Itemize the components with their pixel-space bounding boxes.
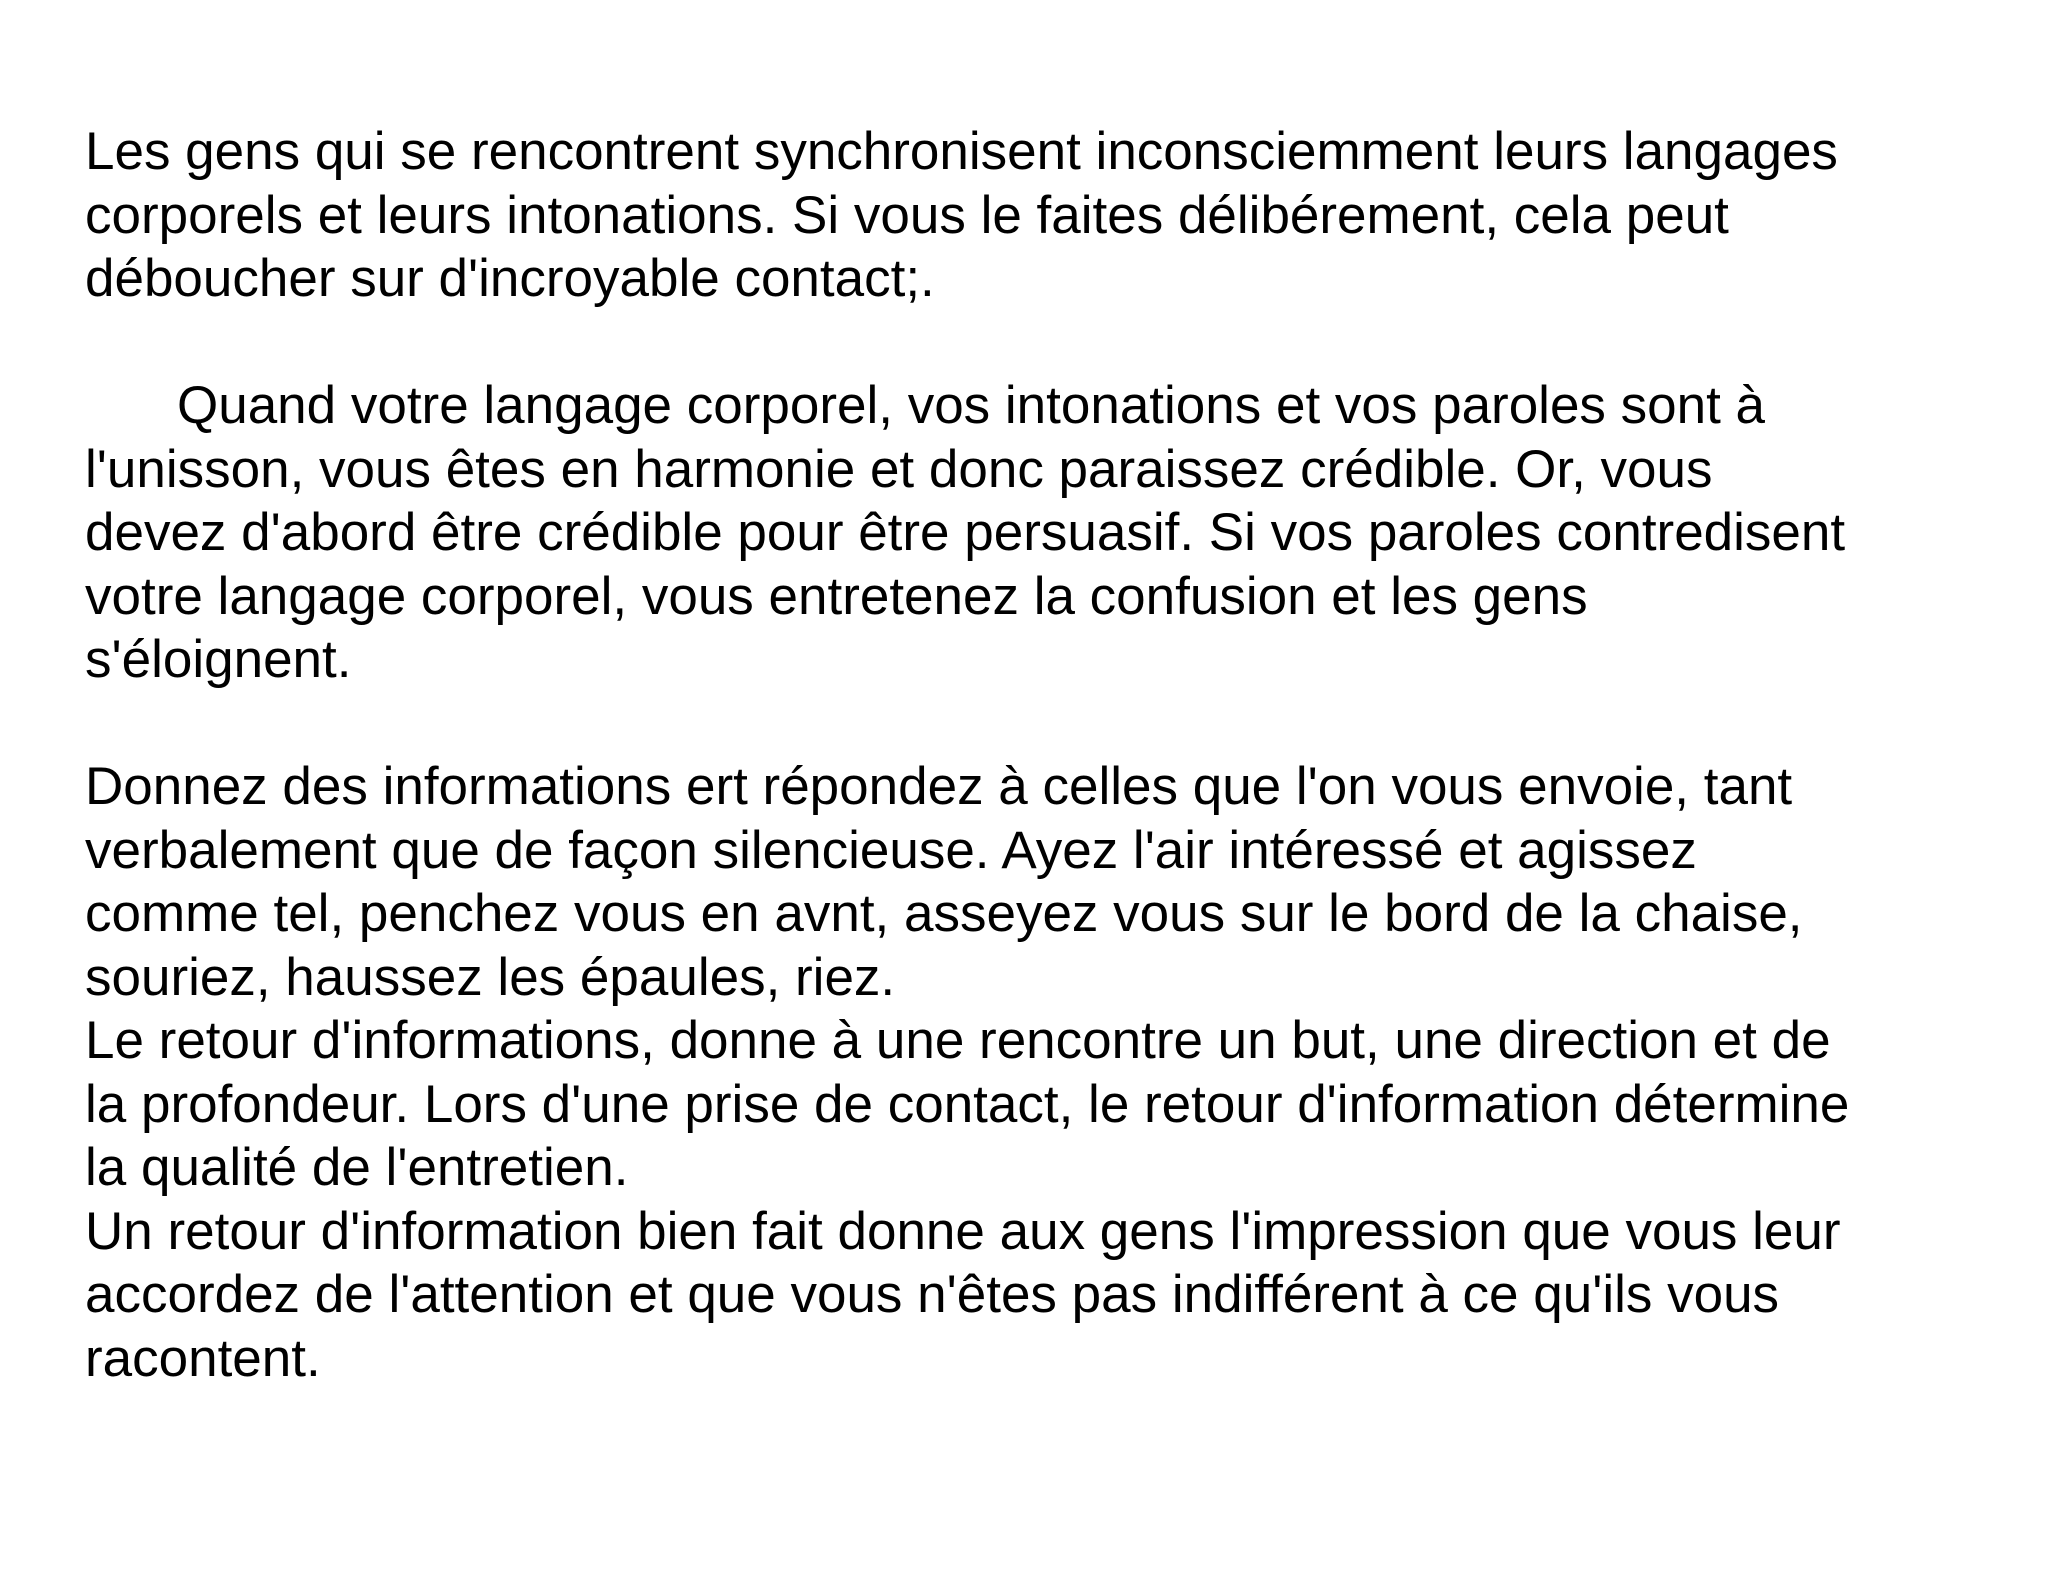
text-line: Un retour d'information bien fait donne aux gens l'impression que vous leur <box>85 1201 1841 1261</box>
text-line: la profondeur. Lors d'une prise de contact, le retour d'information détermine <box>85 1074 1850 1134</box>
text-line: racontent. <box>85 1328 321 1388</box>
paragraph-spacer <box>85 311 2045 375</box>
text-line: déboucher sur d'incroyable contact;. <box>85 249 935 308</box>
text-line: comme tel, penchez vous en avnt, asseyez vous sur le bord de la chaise, <box>85 884 1803 943</box>
text-line: accordez de l'attention et que vous n'êtes pas indifférent à ce qu'ils vous <box>85 1265 1780 1324</box>
text-line: Les gens qui se rencontrent synchronisent inconsciemment leurs langages <box>85 122 1838 181</box>
text-line: Quand votre langage corporel, vos intonations et vos paroles sont à <box>177 376 1766 435</box>
document-body <box>85 120 2045 1390</box>
text-line: souriez, haussez les épaules, riez. <box>85 947 896 1007</box>
text-line: s'éloignent. <box>85 630 352 689</box>
text-line: devez d'abord être crédible pour être persuasif. Si vos paroles contredisent <box>85 503 1846 562</box>
text-line: Le retour d'informations, donne à une rencontre un but, une direction et de <box>85 1011 1831 1070</box>
text-line: verbalement que de façon silencieuse. Ayez l'air intéressé et agissez <box>85 820 1697 880</box>
text-line: corporels et leurs intonations. Si vous le faites délibérement, cela peut <box>85 185 1729 245</box>
text-line: Donnez des informations ert répondez à celles que l'on vous envoie, tant <box>85 757 1793 816</box>
paragraph-2 <box>85 374 2045 692</box>
text-line: l'unisson, vous êtes en harmonie et donc paraissez crédible. Or, vous <box>85 439 1713 499</box>
paragraph-3 <box>85 755 2045 1390</box>
paragraph-1 <box>85 120 2045 311</box>
paragraph-spacer <box>85 692 2045 756</box>
text-line: votre langage corporel, vous entretenez la confusion et les gens <box>85 566 1588 626</box>
text-line: la qualité de l'entretien. <box>85 1138 629 1197</box>
